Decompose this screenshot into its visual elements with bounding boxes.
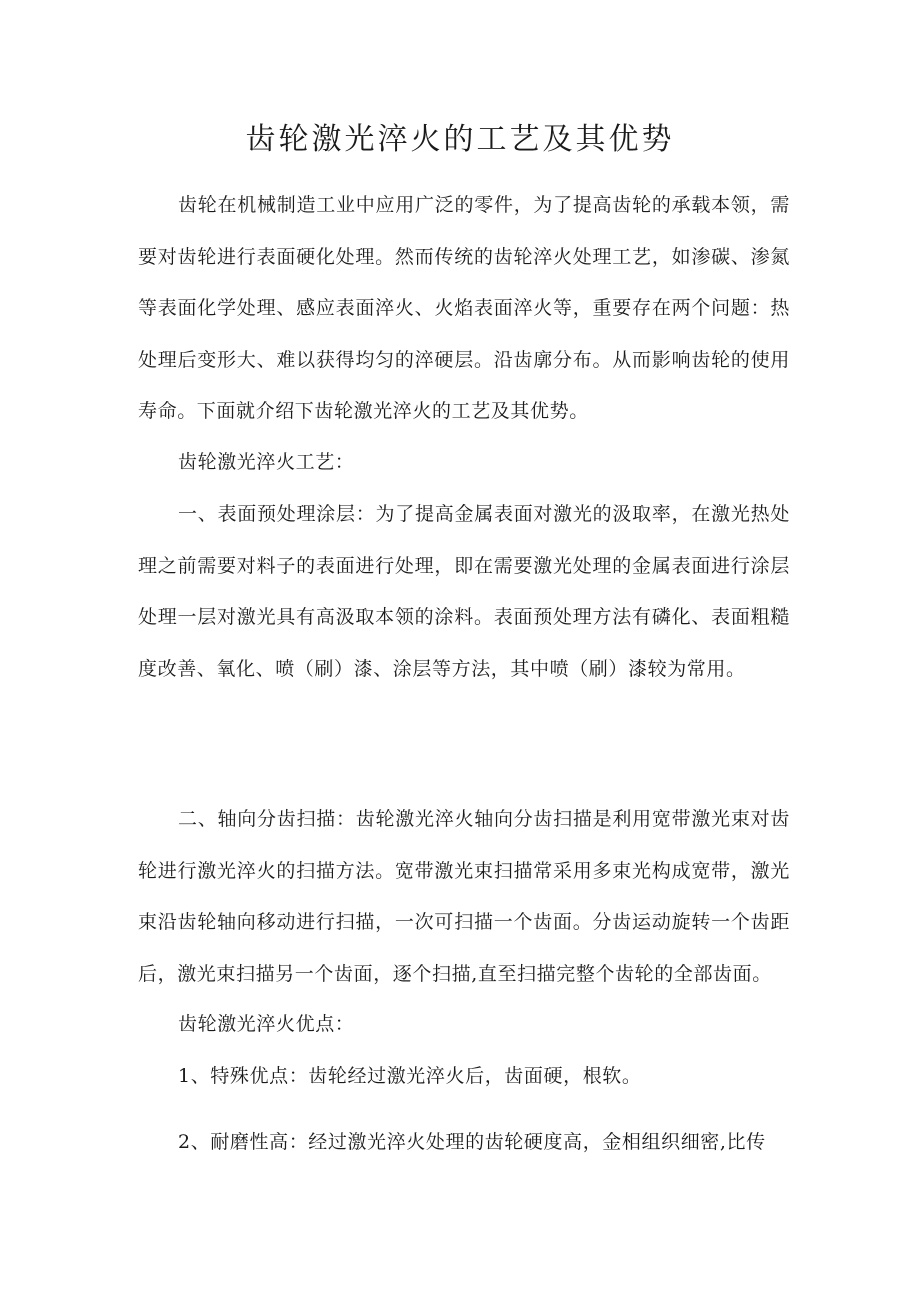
- document-title: 齿轮激光淬火的工艺及其优势: [245, 122, 675, 157]
- paragraph-advantage-1: 1、特殊优点：齿轮经过激光淬火后，齿面硬，根软。: [178, 1065, 642, 1087]
- heading-advantages: 齿轮激光淬火优点：: [178, 1013, 355, 1035]
- heading-process: 齿轮激光淬火工艺：: [178, 451, 355, 473]
- paragraph-process-2: 二、轴向分齿扫描：齿轮激光淬火轴向分齿扫描是利用宽带激光束对齿轮进行激光淬火的扫描方法。宽带激光束扫描常采用多束光构成宽带，激光束沿齿轮轴向移动进行扫描，一次可扫描一个齿面。分齿运动旋转一个齿距后，激光束扫描另一个齿面，逐个扫描,直至扫描完整个齿轮的全部齿面。: [138, 808, 790, 985]
- paragraph-process-1: 一、表面预处理涂层：为了提高金属表面对激光的汲取率，在激光热处理之前需要对料子的表面进行处理，即在需要激光处理的金属表面进行涂层处理一层对激光具有高汲取本领的涂料。表面预处理方法有磷化、表面粗糙度改善、氧化、喷（刷）漆、涂层等方法，其中喷（刷）漆较为常用。: [138, 503, 790, 680]
- paragraph-intro: 齿轮在机械制造工业中应用广泛的零件，为了提高齿轮的承载本领，需要对齿轮进行表面硬化处理。然而传统的齿轮淬火处理工艺，如渗碳、渗氮等表面化学处理、感应表面淬火、火焰表面淬火等，重要存在两个问题：热处理后变形大、难以获得均匀的淬硬层。沿齿廓分布。从而影响齿轮的使用寿命。下面就介绍下齿轮激光淬火的工艺及其优势。: [138, 194, 790, 422]
- paragraph-advantage-2: 2、耐磨性高：经过激光淬火处理的齿轮硬度高，金相组织细密,比传: [178, 1131, 766, 1153]
